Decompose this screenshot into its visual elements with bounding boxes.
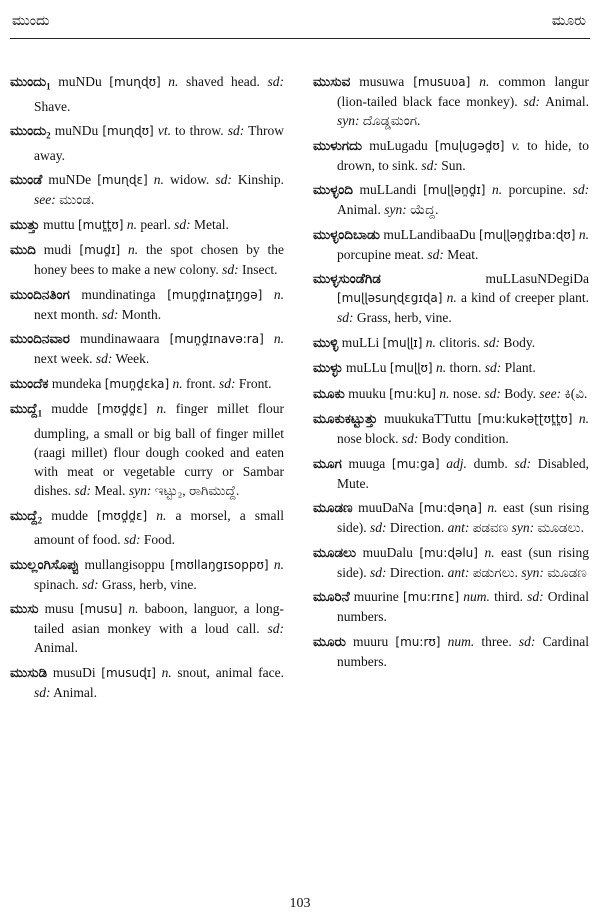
part-of-speech: n. (128, 242, 139, 258)
sd-value: Kinship. (237, 172, 285, 188)
sd-label: sd: (427, 246, 444, 262)
definition: common langur (lion-tailed black face monkey). (337, 74, 590, 109)
syn-label: syn: (511, 520, 535, 535)
dictionary-entry (313, 180, 589, 219)
headword: $ಮುಂದು_2$ (10, 123, 51, 141)
definition: east (sun rising side). (337, 500, 589, 535)
dictionary-entry (10, 599, 284, 657)
dictionary-entry (313, 72, 589, 130)
sd-label: sd: (484, 385, 501, 401)
definition: snout, animal face. (177, 664, 285, 680)
transliteration: muttu (43, 216, 75, 232)
transliteration: muuga (348, 455, 386, 471)
ant-value: ಪಡುಗಲು. (472, 564, 518, 580)
headword: ಮುಲ್ಲಂಗಿಸೊಪ್ಪು (10, 556, 80, 572)
ipa-transcription: [musuɖɪ] (101, 665, 156, 680)
part-of-speech: n. (156, 401, 167, 417)
sd-value: Front. (238, 375, 272, 391)
sd-label: sd: (514, 455, 531, 471)
part-of-speech: n. (435, 360, 447, 375)
definition: a kind of creeper plant. (460, 290, 589, 305)
see-value: ಮುಂಡ. (59, 192, 95, 208)
part-of-speech: num. (463, 589, 490, 604)
sd-label: sd: (370, 564, 387, 580)
sd-value: Cardinal numbers. (337, 633, 590, 669)
sd-value: Direction. (389, 564, 445, 580)
part-of-speech: n. (492, 182, 503, 197)
definition: three. (481, 633, 512, 649)
transliteration: mundeka (51, 375, 102, 391)
sd-value: Shave. (34, 98, 71, 114)
sd-value: Food. (143, 532, 176, 548)
transliteration: muurine (353, 589, 399, 604)
definition: finger millet flour dumpling, a small or big ball of finger millet (raagi millet) flour dough cooked and eaten with meat or vegetable curry or Sambar dishes. (34, 401, 284, 499)
sd-label: sd: (267, 621, 284, 637)
sd-value: Animal. (337, 202, 381, 217)
sd-value: Body. (504, 385, 536, 401)
sd-label: sd: (174, 216, 191, 232)
ipa-transcription: [muɳɖʊ] (102, 124, 154, 139)
syn-label: syn: (128, 483, 152, 499)
sd-value: Sun. (441, 157, 466, 173)
sd-value: Meat. (447, 246, 479, 262)
headword: ಮೂಗ (313, 455, 342, 471)
syn-value: ದೊಡ್ಡಮಂಗ. (362, 113, 421, 128)
sd-value: Metal. (193, 216, 229, 232)
transliteration: muLugadu (369, 137, 428, 153)
definition: third. (494, 589, 523, 604)
part-of-speech: n. (156, 507, 167, 523)
definition: a morsel, a small amount of food. (34, 507, 285, 548)
dictionary-entry (10, 215, 284, 235)
headword: ಮುದಿ (10, 242, 36, 258)
dictionary-entry (10, 555, 284, 594)
left-column (10, 72, 284, 707)
sd-label: sd: (370, 520, 387, 535)
sd-value: Disabled, Mute. (337, 455, 590, 491)
transliteration: muLLi (341, 334, 380, 350)
right-column (313, 72, 589, 676)
see-value: ಕಿ(ವಿ. (564, 385, 588, 401)
ipa-transcription: [muɳɖʊ] (109, 75, 161, 89)
ipa-transcription: [musu] (79, 602, 123, 617)
sense-number: 1 (37, 409, 43, 420)
part-of-speech: n. (128, 601, 139, 617)
ipa-transcription: [mu:ga] (391, 456, 440, 471)
part-of-speech: n. (487, 500, 498, 515)
dictionary-entry (313, 225, 589, 264)
definition: front. (186, 375, 216, 391)
sd-label: sd: (219, 375, 236, 391)
transliteration: mullangisoppu (84, 556, 165, 572)
syn-value: ಮೂಡಲು. (537, 520, 584, 535)
transliteration: muuDalu (362, 544, 413, 560)
headword: ಮೂಕು (313, 385, 345, 401)
part-of-speech: n. (484, 544, 495, 560)
dictionary-entry (313, 358, 589, 378)
sd-value: Grass, herb, vine. (356, 310, 452, 325)
sd-label: sd: (215, 172, 232, 188)
definition: next month. (34, 306, 99, 322)
ipa-transcription: [musuʋa] (413, 75, 471, 89)
part-of-speech: n. (578, 226, 590, 242)
ipa-transcription: [muɭɭən̪d̪ɪ] (423, 183, 486, 197)
transliteration: muLLandi (359, 182, 417, 197)
running-head-right: ಮೂರು (551, 14, 586, 29)
part-of-speech: n. (273, 331, 285, 347)
sd-value: Animal. (34, 640, 78, 656)
sd-label: sd: (227, 123, 245, 139)
sd-value: Throw away. (34, 123, 285, 163)
ipa-transcription: [mu:ku] (389, 386, 436, 401)
definition: nose block. (337, 431, 399, 446)
transliteration: muuru (353, 633, 389, 649)
dictionary-entry (313, 136, 589, 175)
part-of-speech: n. (126, 216, 137, 232)
headword: ಮುಂದೆಕ (10, 375, 49, 391)
sd-label: sd: (572, 182, 590, 197)
ipa-transcription: [mʊd̪d̪ɛ] (97, 402, 148, 417)
sd-value: Insect. (241, 262, 278, 278)
sd-label: sd: (34, 684, 51, 700)
headword: ಮೂಡಣ (313, 500, 353, 515)
sd-label: sd: (74, 483, 91, 499)
transliteration: muLLandibaaDu (383, 226, 476, 242)
headword: $ಮುದ್ದೆ_2$ (10, 507, 43, 526)
dictionary-entry (10, 121, 284, 165)
transliteration: muukukaTTuttu (383, 411, 472, 426)
part-of-speech: n. (273, 556, 285, 572)
part-of-speech: n. (172, 375, 183, 391)
headword: ಮುಂದಿನವಾರ (10, 331, 70, 347)
sense-number: 2 (37, 515, 43, 526)
ipa-transcription: [muɭɭɪ] (382, 335, 423, 350)
ipa-transcription: [mʊd̪d̪ɛ] (97, 508, 148, 523)
transliteration: mundinawaara (80, 331, 160, 347)
see-label: see: (34, 192, 56, 208)
ant-label: ant: (447, 564, 470, 580)
headword: $ಮುಂದು_1$ (10, 74, 51, 92)
definition: spinach. (34, 576, 79, 592)
transliteration: muLLu (345, 360, 387, 375)
headword: ಮುಸುವ (313, 74, 351, 89)
dictionary-entry (10, 72, 284, 116)
definition: shaved head. (185, 74, 260, 89)
transliteration: muuku (348, 385, 386, 401)
transliteration: muNDu (58, 74, 102, 89)
headword: ಮುತ್ತು (10, 216, 40, 232)
syn-value: ಮೂಡಣ (547, 564, 587, 580)
part-of-speech: adj. (446, 455, 467, 471)
syn-label: syn: (384, 202, 407, 217)
definition: porcupine. (508, 182, 567, 197)
dictionary-entry (313, 498, 589, 537)
sd-value: Animal. (545, 94, 589, 109)
definition: thorn. (449, 360, 482, 375)
part-of-speech: v. (511, 137, 521, 153)
sd-label: sd: (337, 310, 354, 325)
part-of-speech: n. (446, 290, 457, 305)
headword: ಮೂಕುಕಟ್ಟುತ್ತು (313, 411, 378, 426)
transliteration: muLLasuNDegiDa (485, 271, 589, 286)
headword: ಮುಸು (10, 601, 39, 617)
transliteration: mundinatinga (81, 286, 156, 302)
sd-value: Direction. (389, 520, 445, 535)
headword: ಮೂಡಲು (313, 544, 357, 560)
definition: pearl. (140, 216, 171, 232)
ipa-transcription: [muɭɭəsuɳɖɛgɪɖa] (337, 291, 443, 305)
sd-value: Animal. (53, 684, 98, 700)
transliteration: musuDi (52, 664, 96, 680)
ipa-transcription: [mʊllaŋgɪsoppʊ] (170, 557, 269, 572)
see-label: see: (539, 385, 562, 401)
ipa-transcription: [mun̪d̪ɪnavə:ra] (169, 332, 264, 347)
sd-label: sd: (483, 334, 501, 350)
part-of-speech: n. (161, 664, 172, 680)
ipa-transcription: [muɭɭən̪d̪ɪba:ɖʊ] (479, 227, 576, 242)
sd-label: sd: (527, 589, 544, 604)
ant-value: ಪಡವಣ (472, 520, 509, 535)
sd-value: Month. (121, 306, 162, 322)
part-of-speech: vt. (157, 123, 171, 139)
part-of-speech: n. (273, 286, 285, 302)
definition: to throw. (175, 123, 224, 139)
sd-label: sd: (401, 431, 419, 446)
ipa-transcription: [mun̪d̪ɪnat̪ɪŋgə] (167, 287, 263, 302)
sd-value: Ordinal numbers. (337, 589, 590, 624)
definition: porcupine meat. (337, 246, 424, 262)
dictionary-entry (10, 170, 284, 209)
dictionary-entry (10, 663, 284, 702)
dictionary-entry (10, 506, 284, 550)
sd-label: sd: (82, 576, 99, 592)
sd-label: sd: (222, 262, 239, 278)
headword: ಮುಳ್ಳು (313, 360, 343, 375)
part-of-speech: n. (439, 385, 450, 401)
sd-label: sd: (95, 351, 113, 367)
ant-label: ant: (447, 520, 470, 535)
dictionary-entry (313, 454, 589, 493)
sd-label: sd: (267, 74, 284, 89)
ipa-transcription: [mu:kukəʈʈʊt̪t̪ʊ] (477, 412, 573, 426)
headword: $ಮುದ್ದೆ_1$ (10, 401, 43, 420)
definition: nose. (452, 385, 481, 401)
sd-value: Plant. (504, 360, 536, 375)
transliteration: muNDe (48, 172, 92, 188)
transliteration: mudde (51, 507, 88, 523)
transliteration: mudde (51, 401, 89, 417)
transliteration: muuDaNa (358, 500, 414, 515)
ipa-transcription: [muɭugəd̪ʊ] (434, 138, 505, 153)
sd-value: Grass, herb, vine. (101, 576, 197, 592)
dictionary-entry (313, 587, 589, 626)
definition: east (sun rising side). (337, 544, 589, 580)
definition: the spot chosen by the honey bees to make a new colony. (34, 242, 285, 278)
dictionary-entry (10, 399, 284, 500)
page-number: 103 (289, 896, 311, 911)
headword: ಮುಳುಗದು (313, 137, 363, 153)
part-of-speech: num. (447, 633, 475, 649)
dictionary-entry (313, 409, 589, 448)
ipa-transcription: [mu:rʊ] (395, 634, 441, 649)
sd-value: Meal. (94, 483, 126, 499)
definition: baboon, languor, a long-tailed asian monkey with a loud call. (34, 601, 285, 637)
sd-value: Week. (115, 351, 150, 367)
transliteration: musu (44, 601, 74, 617)
ipa-transcription: [muɭɭʊ] (389, 361, 433, 375)
sense-number: 2 (46, 130, 51, 141)
transliteration: musuwa (359, 74, 405, 89)
headword: ಮೂರಿನೆ (313, 589, 350, 604)
sd-label: sd: (421, 157, 438, 173)
headword: ಮುಳ್ಳಸುಂಡೆಗಿಡ (313, 271, 381, 286)
transliteration: muNDu (54, 123, 99, 139)
dictionary-entry (10, 285, 284, 324)
part-of-speech: n. (479, 74, 490, 89)
syn-value: ಯೆದ್ದ. (410, 202, 439, 217)
headword: ಮುಂಡೆ (10, 172, 43, 188)
headword: ಮುಸುಡಿ (10, 664, 48, 680)
header-rule (10, 38, 590, 39)
ipa-transcription: [mu:rɪnɛ] (402, 590, 460, 604)
ipa-transcription: [mun̪d̪ɛka] (104, 376, 170, 391)
definition: clitoris. (439, 334, 481, 350)
definition: next week. (34, 351, 93, 367)
dictionary-entry (10, 329, 284, 368)
sd-label: sd: (518, 633, 536, 649)
ipa-transcription: [mud̪ɪ] (79, 243, 121, 258)
dictionary-entry (313, 333, 589, 353)
sd-label: sd: (484, 360, 502, 375)
sd-label: sd: (124, 532, 141, 548)
dictionary-entry (313, 269, 589, 327)
dictionary-entry (313, 632, 589, 671)
sd-value: Body. (503, 334, 536, 350)
headword: ಮುಂದಿನತಿಂಗ (10, 286, 70, 302)
definition: widow. (169, 172, 210, 188)
ipa-transcription: [mut̪t̪ʊ] (78, 217, 124, 232)
ipa-transcription: [mu:ɖəlu] (419, 545, 478, 560)
syn-label: syn: (337, 113, 360, 128)
sd-label: sd: (523, 94, 540, 109)
part-of-speech: n. (578, 411, 590, 426)
ipa-transcription: [mu:ɖəɳa] (419, 501, 482, 515)
syn-value: ಇಟ್ಟು₂, ರಾಗಿಮುದ್ದೆ. (154, 483, 240, 499)
dictionary-entry (313, 384, 589, 404)
headword: ಮೂರು (313, 633, 346, 649)
sd-value: Body condition. (421, 431, 509, 446)
sd-label: sd: (101, 306, 119, 322)
headword: ಮುಳ್ಳಿ (313, 334, 339, 350)
dictionary-entry (313, 543, 589, 582)
definition: to hide, to drown, to sink. (337, 137, 590, 173)
headword: ಮುಳ್ಳಂದಿ (313, 182, 354, 197)
running-head-left: ಮುಂದು (12, 14, 50, 29)
ipa-transcription: [muɳɖɛ] (97, 173, 148, 188)
sense-number: 1 (46, 81, 51, 92)
part-of-speech: n. (153, 172, 164, 188)
dictionary-entry (10, 374, 284, 394)
part-of-speech: n. (425, 334, 436, 350)
transliteration: mudi (43, 242, 72, 258)
syn-label: syn: (521, 564, 544, 580)
headword: ಮುಳ್ಳಂದಿಬಾಡು (313, 226, 380, 242)
definition: dumb. (473, 455, 508, 471)
dictionary-entry (10, 240, 284, 279)
part-of-speech: n. (168, 74, 179, 89)
